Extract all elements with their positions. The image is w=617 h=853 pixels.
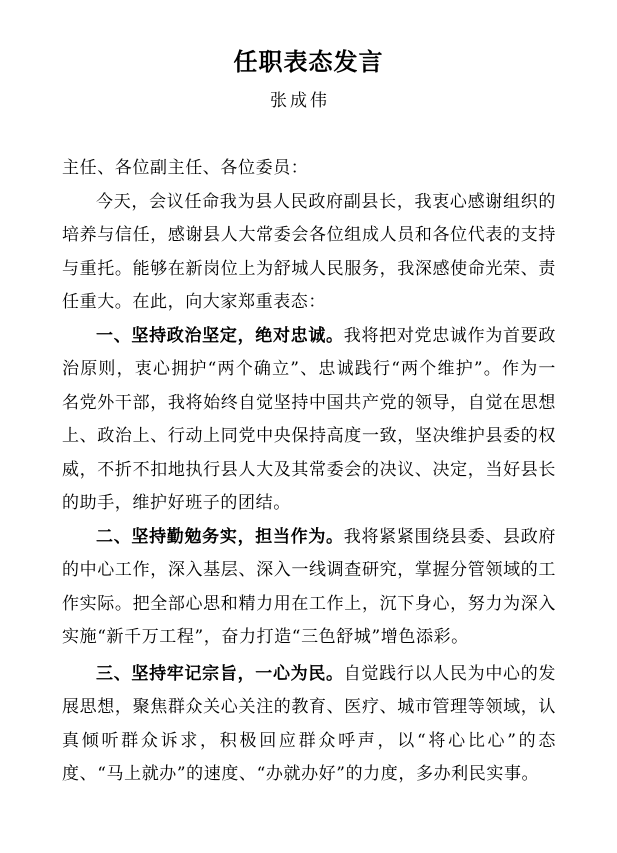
author-name: 张成伟	[270, 91, 330, 111]
section-text-2: 我将紧紧围绕县委、县政府的中心工作，深入基层、深入一线调查研究，掌握分管领域的工作实际。把全部心思和精力用在工作上，沉下身心，努力为深入实施“新千万工程”，奋力打造“三色舒城”增色添彩。	[62, 526, 557, 647]
section-heading-2: 二、坚持勤勉务实，担当作为。	[96, 526, 344, 547]
section-paragraph-3	[62, 658, 556, 792]
section-heading-1: 一、坚持政治坚定，绝对忠诚。	[96, 325, 344, 346]
section-paragraph-1	[62, 320, 556, 521]
document-title: 任职表态发言	[233, 48, 384, 76]
section-text-3: 自觉践行以人民为中心的发展思想，聚焦群众关心关注的教育、医疗、城市管理等领域，认真倾听群众诉求，积极回应群众呼声，以“将心比心”的态度、“马上就办”的速度、“办就办好”的力度，多办利民实事。	[62, 663, 557, 784]
salutation: 主任、各位副主任、各位委员：	[62, 158, 309, 178]
section-text-1: 我将把对党忠诚作为首要政治原则，衷心拥护“两个确立”、忠诚践行“两个维护”。作为一名党外干部，我将始终自觉坚持中国共产党的领导，自觉在思想上、政治上、行动上同党中央保持高度一致，坚决维护县委的权威，不折不扣地执行县人大及其常委会的决议、决定，当好县长的助手，维护好班子的团结。	[62, 325, 557, 513]
section-paragraph-2	[62, 521, 556, 655]
intro-paragraph: 今天，会议任命我为县人民政府副县长，我衷心感谢组织的培养与信任，感谢县人大常委会各位组成人员和各位代表的支持与重托。能够在新岗位上为舒城人民服务，我深感使命光荣、责任重大。在此，向大家郑重表态：	[62, 191, 556, 312]
section-heading-3: 三、坚持牢记宗旨，一心为民。	[96, 663, 344, 684]
document-body	[62, 152, 556, 792]
